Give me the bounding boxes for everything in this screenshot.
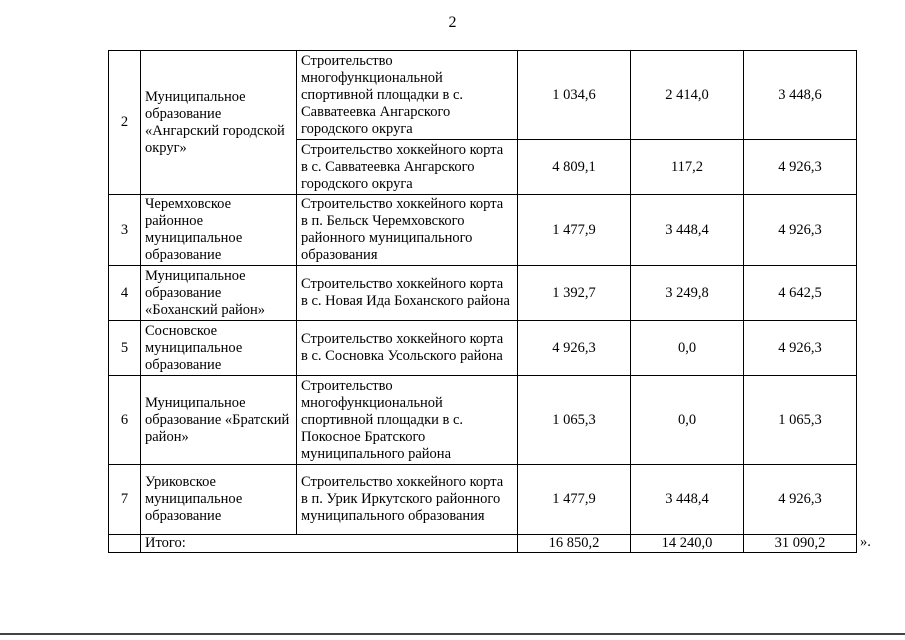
funding-table xyxy=(108,50,857,553)
table-row xyxy=(109,51,857,140)
row-number: 7 xyxy=(109,465,141,535)
total-amount-cell: 4 926,3 xyxy=(744,140,857,195)
project-name: Строительство хоккейного корта в с. Сосновка Усольского района xyxy=(297,321,518,376)
amount-cell: 3 448,4 xyxy=(631,465,744,535)
municipality-name: Муниципальное образование «Боханский район» xyxy=(141,266,297,321)
total-amount-cell: 1 065,3 xyxy=(744,376,857,465)
table-row xyxy=(109,321,857,376)
project-name: Строительство хоккейного корта в с. Савватеевка Ангарского городского округа xyxy=(297,140,518,195)
total-value: 16 850,2 xyxy=(518,535,631,553)
amount-cell: 3 249,8 xyxy=(631,266,744,321)
total-amount-cell: 4 926,3 xyxy=(744,465,857,535)
project-name: Строительство многофункциональной спортивной площадки в с. Савватеевка Ангарского городского округа xyxy=(297,51,518,140)
project-name: Строительство хоккейного корта в с. Новая Ида Боханского района xyxy=(297,266,518,321)
amount-cell: 3 448,4 xyxy=(631,195,744,266)
project-name: Строительство хоккейного корта в п. Бельск Черемховского районного муниципального образования xyxy=(297,195,518,266)
table-row xyxy=(109,376,857,465)
amount-cell: 0,0 xyxy=(631,321,744,376)
municipality-name: Уриковское муниципальное образование xyxy=(141,465,297,535)
total-amount-cell: 3 448,6 xyxy=(744,51,857,140)
amount-cell: 1 477,9 xyxy=(518,195,631,266)
total-label: Итого: xyxy=(141,535,518,553)
page-edge-rule xyxy=(0,633,905,635)
table-row xyxy=(109,195,857,266)
amount-cell: 4 809,1 xyxy=(518,140,631,195)
row-number: 6 xyxy=(109,376,141,465)
amount-cell: 117,2 xyxy=(631,140,744,195)
amount-cell: 1 477,9 xyxy=(518,465,631,535)
amount-cell: 1 392,7 xyxy=(518,266,631,321)
project-name: Строительство многофункциональной спортивной площадки в с. Покосное Братского муниципального района xyxy=(297,376,518,465)
grand-total-value: 31 090,2 xyxy=(744,535,857,553)
total-row xyxy=(109,535,857,553)
page-number: 2 xyxy=(448,14,457,31)
municipality-name: Муниципальное образование «Братский район» xyxy=(141,376,297,465)
project-name: Строительство хоккейного корта в п. Урик Иркутского районного муниципального образования xyxy=(297,465,518,535)
total-amount-cell: 4 642,5 xyxy=(744,266,857,321)
municipality-name: Муниципальное образование «Ангарский городской округ» xyxy=(141,51,297,195)
row-number: 5 xyxy=(109,321,141,376)
total-value: 14 240,0 xyxy=(631,535,744,553)
amount-cell: 2 414,0 xyxy=(631,51,744,140)
municipality-name: Сосновское муниципальное образование xyxy=(141,321,297,376)
amount-cell: 1 065,3 xyxy=(518,376,631,465)
table-row xyxy=(109,465,857,535)
municipality-name: Черемховское районное муниципальное образование xyxy=(141,195,297,266)
row-number: 4 xyxy=(109,266,141,321)
amount-cell: 0,0 xyxy=(631,376,744,465)
amount-cell: 1 034,6 xyxy=(518,51,631,140)
table-row xyxy=(109,266,857,321)
amount-cell: 4 926,3 xyxy=(518,321,631,376)
empty-cell xyxy=(109,535,141,553)
total-amount-cell: 4 926,3 xyxy=(744,195,857,266)
total-amount-cell: 4 926,3 xyxy=(744,321,857,376)
closing-quote: ». xyxy=(860,534,871,550)
row-number: 2 xyxy=(109,51,141,195)
row-number: 3 xyxy=(109,195,141,266)
